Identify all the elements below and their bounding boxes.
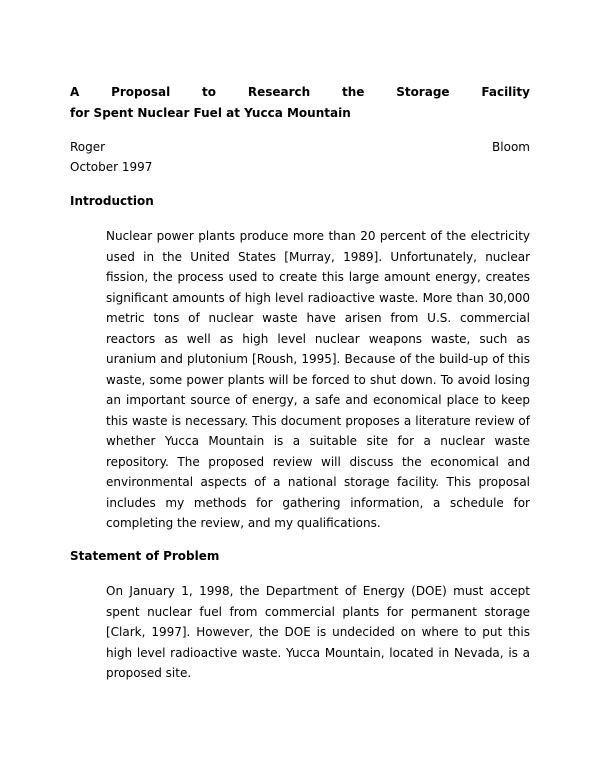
paragraph-introduction: Nuclear power plants produce more than 20 percent of the electricity used in the United States [Murray, 1989]. Unfortunately, nuclear fission, the process used to create this large amount energy, creates significant amounts of high level radioactive waste. More than 30,000 metric tons of nuclear waste have arisen from U.S. commercial reactors as well as high level nuclear weapons waste, such as uranium and plutonium [Roush, 1995]. Because of the build-up of this waste, some power plants will be forced to shut down. To avoid losing an important source of energy, a safe and economical place to keep this waste is necessary. This document proposes a literature review of whether Yucca Mountain is a suitable site for a nuclear waste repository. The proposed review will discuss the economical and environmental aspects of a national storage facility. This proposal includes my methods for gathering information, a schedule for completing the review, and my qualifications. [106,229,530,530]
title-word: Storage [396,85,450,99]
title-word: A [70,85,80,99]
author-row [70,137,530,157]
title-word: the [341,85,365,99]
author-first-name: Roger [70,140,106,154]
document-title [70,82,530,124]
title-word: Proposal [111,85,171,99]
title-word: Research [247,85,311,99]
document-date: October 1997 [70,160,153,174]
author-last-name: Bloom [492,140,530,154]
paragraph-statement-of-problem: On January 1, 1998, the Department of Energy (DOE) must accept spent nuclear fuel from commercial plants for permanent storage [Clark, 1997]. However, the DOE is undecided on where to put this high level radioactive waste. Yucca Mountain, located in Nevada, is a proposed site. [106,584,530,680]
title-line-1 [70,82,530,103]
title-word: to [202,85,217,99]
title-word: Facility [481,85,530,99]
title-line-2: for Spent Nuclear Fuel at Yucca Mountain [70,106,351,120]
section-heading-introduction: Introduction [70,194,154,208]
section-heading-statement-of-problem: Statement of Problem [70,549,220,563]
